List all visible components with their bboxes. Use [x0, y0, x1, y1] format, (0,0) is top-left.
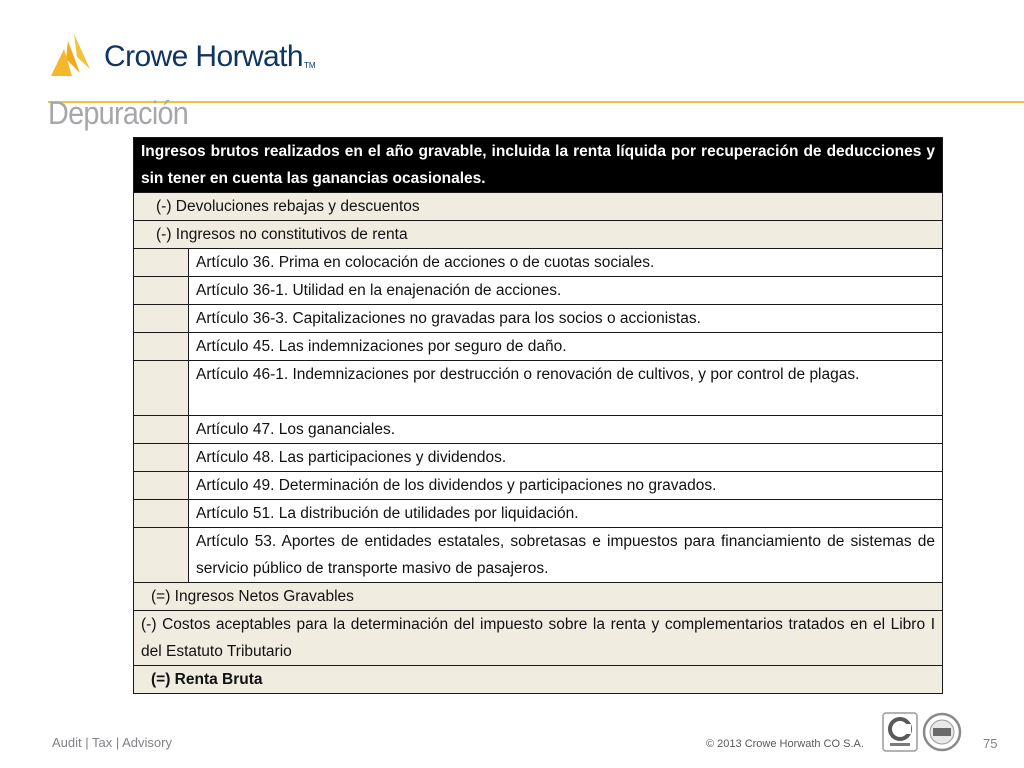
row-no-constitutivos: (-) Ingresos no constitutivos de renta: [134, 221, 943, 249]
indent-cell: [134, 277, 189, 305]
indent-cell: [134, 500, 189, 528]
table-row: [134, 193, 943, 221]
articulo-row: [134, 277, 943, 305]
articulo-row: [134, 333, 943, 361]
slide-title: Depuración: [48, 95, 189, 131]
cotecna-badge-icon: [882, 712, 918, 752]
table-row: [134, 666, 943, 694]
table-row: [134, 221, 943, 249]
header-cell: Ingresos brutos realizados en el año gravable, incluida la renta líquida por recuperación de deducciones y sin tener en cuenta las ganancias ocasionales.: [134, 138, 943, 193]
articulo-text: Artículo 46-1. Indemnizaciones por destrucción o renovación de cultivos, y por control de plagas.: [189, 361, 943, 416]
footer-copyright: © 2013 Crowe Horwath CO S.A.: [706, 738, 864, 750]
articulo-row: [134, 528, 943, 583]
row-costos: (-) Costos aceptables para la determinación del impuesto sobre la renta y complementarios tratados en el Libro I del Estatuto Tributario: [134, 611, 943, 666]
indent-cell: [134, 444, 189, 472]
articulo-text: Artículo 51. La distribución de utilidades por liquidación.: [189, 500, 943, 528]
indent-cell: [134, 528, 189, 583]
articulo-text: Artículo 45. Las indemnizaciones por seguro de daño.: [189, 333, 943, 361]
articulo-text: Artículo 47. Los gananciales.: [189, 416, 943, 444]
indent-cell: [134, 416, 189, 444]
articulo-row: [134, 305, 943, 333]
page-number: 75: [983, 736, 998, 751]
brand-tm: TM: [303, 60, 316, 70]
indent-cell: [134, 361, 189, 416]
depuracion-table: [133, 137, 943, 694]
indent-cell: [134, 472, 189, 500]
row-devoluciones: (-) Devoluciones rebajas y descuentos: [134, 193, 943, 221]
indent-cell: [134, 333, 189, 361]
row-ingresos-netos: (=) Ingresos Netos Gravables: [134, 583, 943, 611]
crowe-logo-icon: [50, 33, 100, 77]
iqnet-badge-icon: [922, 712, 962, 752]
articulo-row: [134, 416, 943, 444]
articulo-text: Artículo 49. Determinación de los dividendos y participaciones no gravados.: [189, 472, 943, 500]
articulo-text: Artículo 36-3. Capitalizaciones no gravadas para los socios o accionistas.: [189, 305, 943, 333]
articulo-row: [134, 249, 943, 277]
brand-name: Crowe Horwath: [104, 40, 303, 73]
table-header-row: [134, 138, 943, 193]
certification-badges: [882, 712, 962, 752]
articulo-row: [134, 444, 943, 472]
header-rule: [48, 101, 1024, 103]
crowe-horwath-logo: [50, 32, 316, 78]
articulo-text: Artículo 36-1. Utilidad en la enajenación de acciones.: [189, 277, 943, 305]
indent-cell: [134, 305, 189, 333]
articulo-row: [134, 500, 943, 528]
table-row: [134, 611, 943, 666]
footer-services: Audit | Tax | Advisory: [52, 735, 172, 750]
articulo-row: [134, 472, 943, 500]
indent-cell: [134, 249, 189, 277]
row-renta-bruta: (=) Renta Bruta: [134, 666, 943, 694]
articulo-row: [134, 361, 943, 416]
articulo-text: Artículo 36. Prima en colocación de acciones o de cuotas sociales.: [189, 249, 943, 277]
table-row: [134, 583, 943, 611]
articulo-text: Artículo 53. Aportes de entidades estatales, sobretasas e impuestos para financiamiento de sistemas de servicio público de transporte masivo de pasajeros.: [189, 528, 943, 583]
articulo-text: Artículo 48. Las participaciones y dividendos.: [189, 444, 943, 472]
